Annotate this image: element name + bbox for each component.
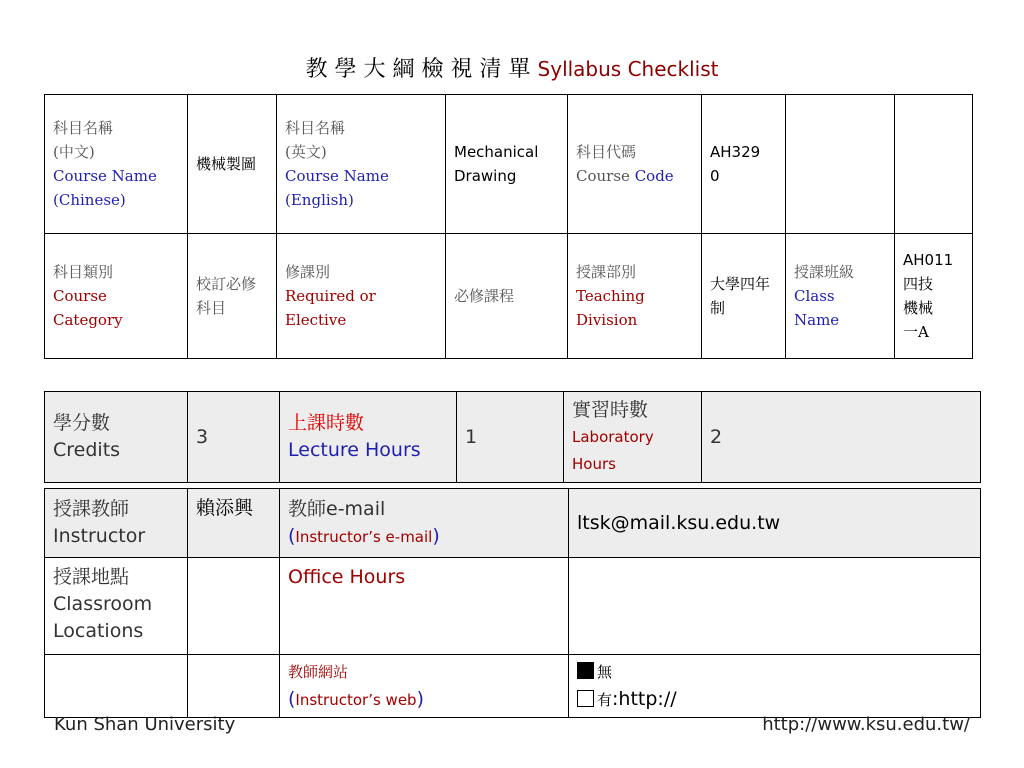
- page-title: [0, 52, 1024, 83]
- empty-cell: [188, 655, 280, 718]
- course-category-value: 校訂必修科目: [188, 234, 277, 359]
- course-category-label: 科目類別 Course Category: [45, 234, 188, 359]
- course-code-label: 科目代碼 Course Code: [568, 95, 702, 234]
- lab-hours-label: 實習時數 Laboratory Hours: [564, 392, 702, 483]
- credits-value: 3: [188, 392, 280, 483]
- web-yes-option[interactable]: 有:http://: [577, 686, 972, 714]
- lab-hours-value: 2: [702, 392, 981, 483]
- course-code-value: AH329 0: [702, 95, 786, 234]
- web-options: [569, 655, 981, 718]
- hours-table: [44, 391, 981, 483]
- empty-cell: [786, 95, 895, 234]
- footer-website[interactable]: http://www.ksu.edu.tw/: [762, 714, 970, 735]
- empty-cell: [45, 655, 188, 718]
- title-english: Syllabus Checklist: [537, 57, 719, 81]
- instructor-label: 授課教師 Instructor: [45, 489, 188, 558]
- course-name-en-value: Mechanical Drawing: [446, 95, 568, 234]
- credits-label: 學分數 Credits: [45, 392, 188, 483]
- required-label: 修課別 Required or Elective: [277, 234, 446, 359]
- required-value: 必修課程: [446, 234, 568, 359]
- course-name-zh-label: 科目名稱 (中文) Course Name (Chinese): [45, 95, 188, 234]
- lecture-hours-label: 上課時數 Lecture Hours: [280, 392, 457, 483]
- course-name-en-label: 科目名稱 (英文) Course Name (English): [277, 95, 446, 234]
- web-label: 教師網站 (Instructor’s web): [280, 655, 569, 718]
- empty-cell: [895, 95, 973, 234]
- class-value: AH011 四技 機械 一A: [895, 234, 973, 359]
- checkbox-checked-icon[interactable]: [577, 662, 594, 679]
- email-value: ltsk@mail.ksu.edu.tw: [569, 489, 981, 558]
- division-value: 大學四年制: [702, 234, 786, 359]
- lecture-hours-value: 1: [457, 392, 564, 483]
- instructor-table: [44, 488, 981, 718]
- office-hours-label: Office Hours: [280, 558, 569, 655]
- location-value: [188, 558, 280, 655]
- footer-university: Kun Shan University: [54, 714, 236, 735]
- email-label: 教師e-mail (Instructor’s e-mail): [280, 489, 569, 558]
- web-none-option[interactable]: 無: [577, 658, 972, 686]
- instructor-name: 賴添興: [188, 489, 280, 558]
- checkbox-empty-icon[interactable]: [577, 690, 594, 707]
- office-hours-value: [569, 558, 981, 655]
- location-label: 授課地點 Classroom Locations: [45, 558, 188, 655]
- course-name-zh-value: 機械製圖: [188, 95, 277, 234]
- division-label: 授課部別 Teaching Division: [568, 234, 702, 359]
- course-info-table: [44, 94, 973, 359]
- title-chinese: 教學大綱檢視清單: [305, 57, 538, 82]
- class-label: 授課班級 Class Name: [786, 234, 895, 359]
